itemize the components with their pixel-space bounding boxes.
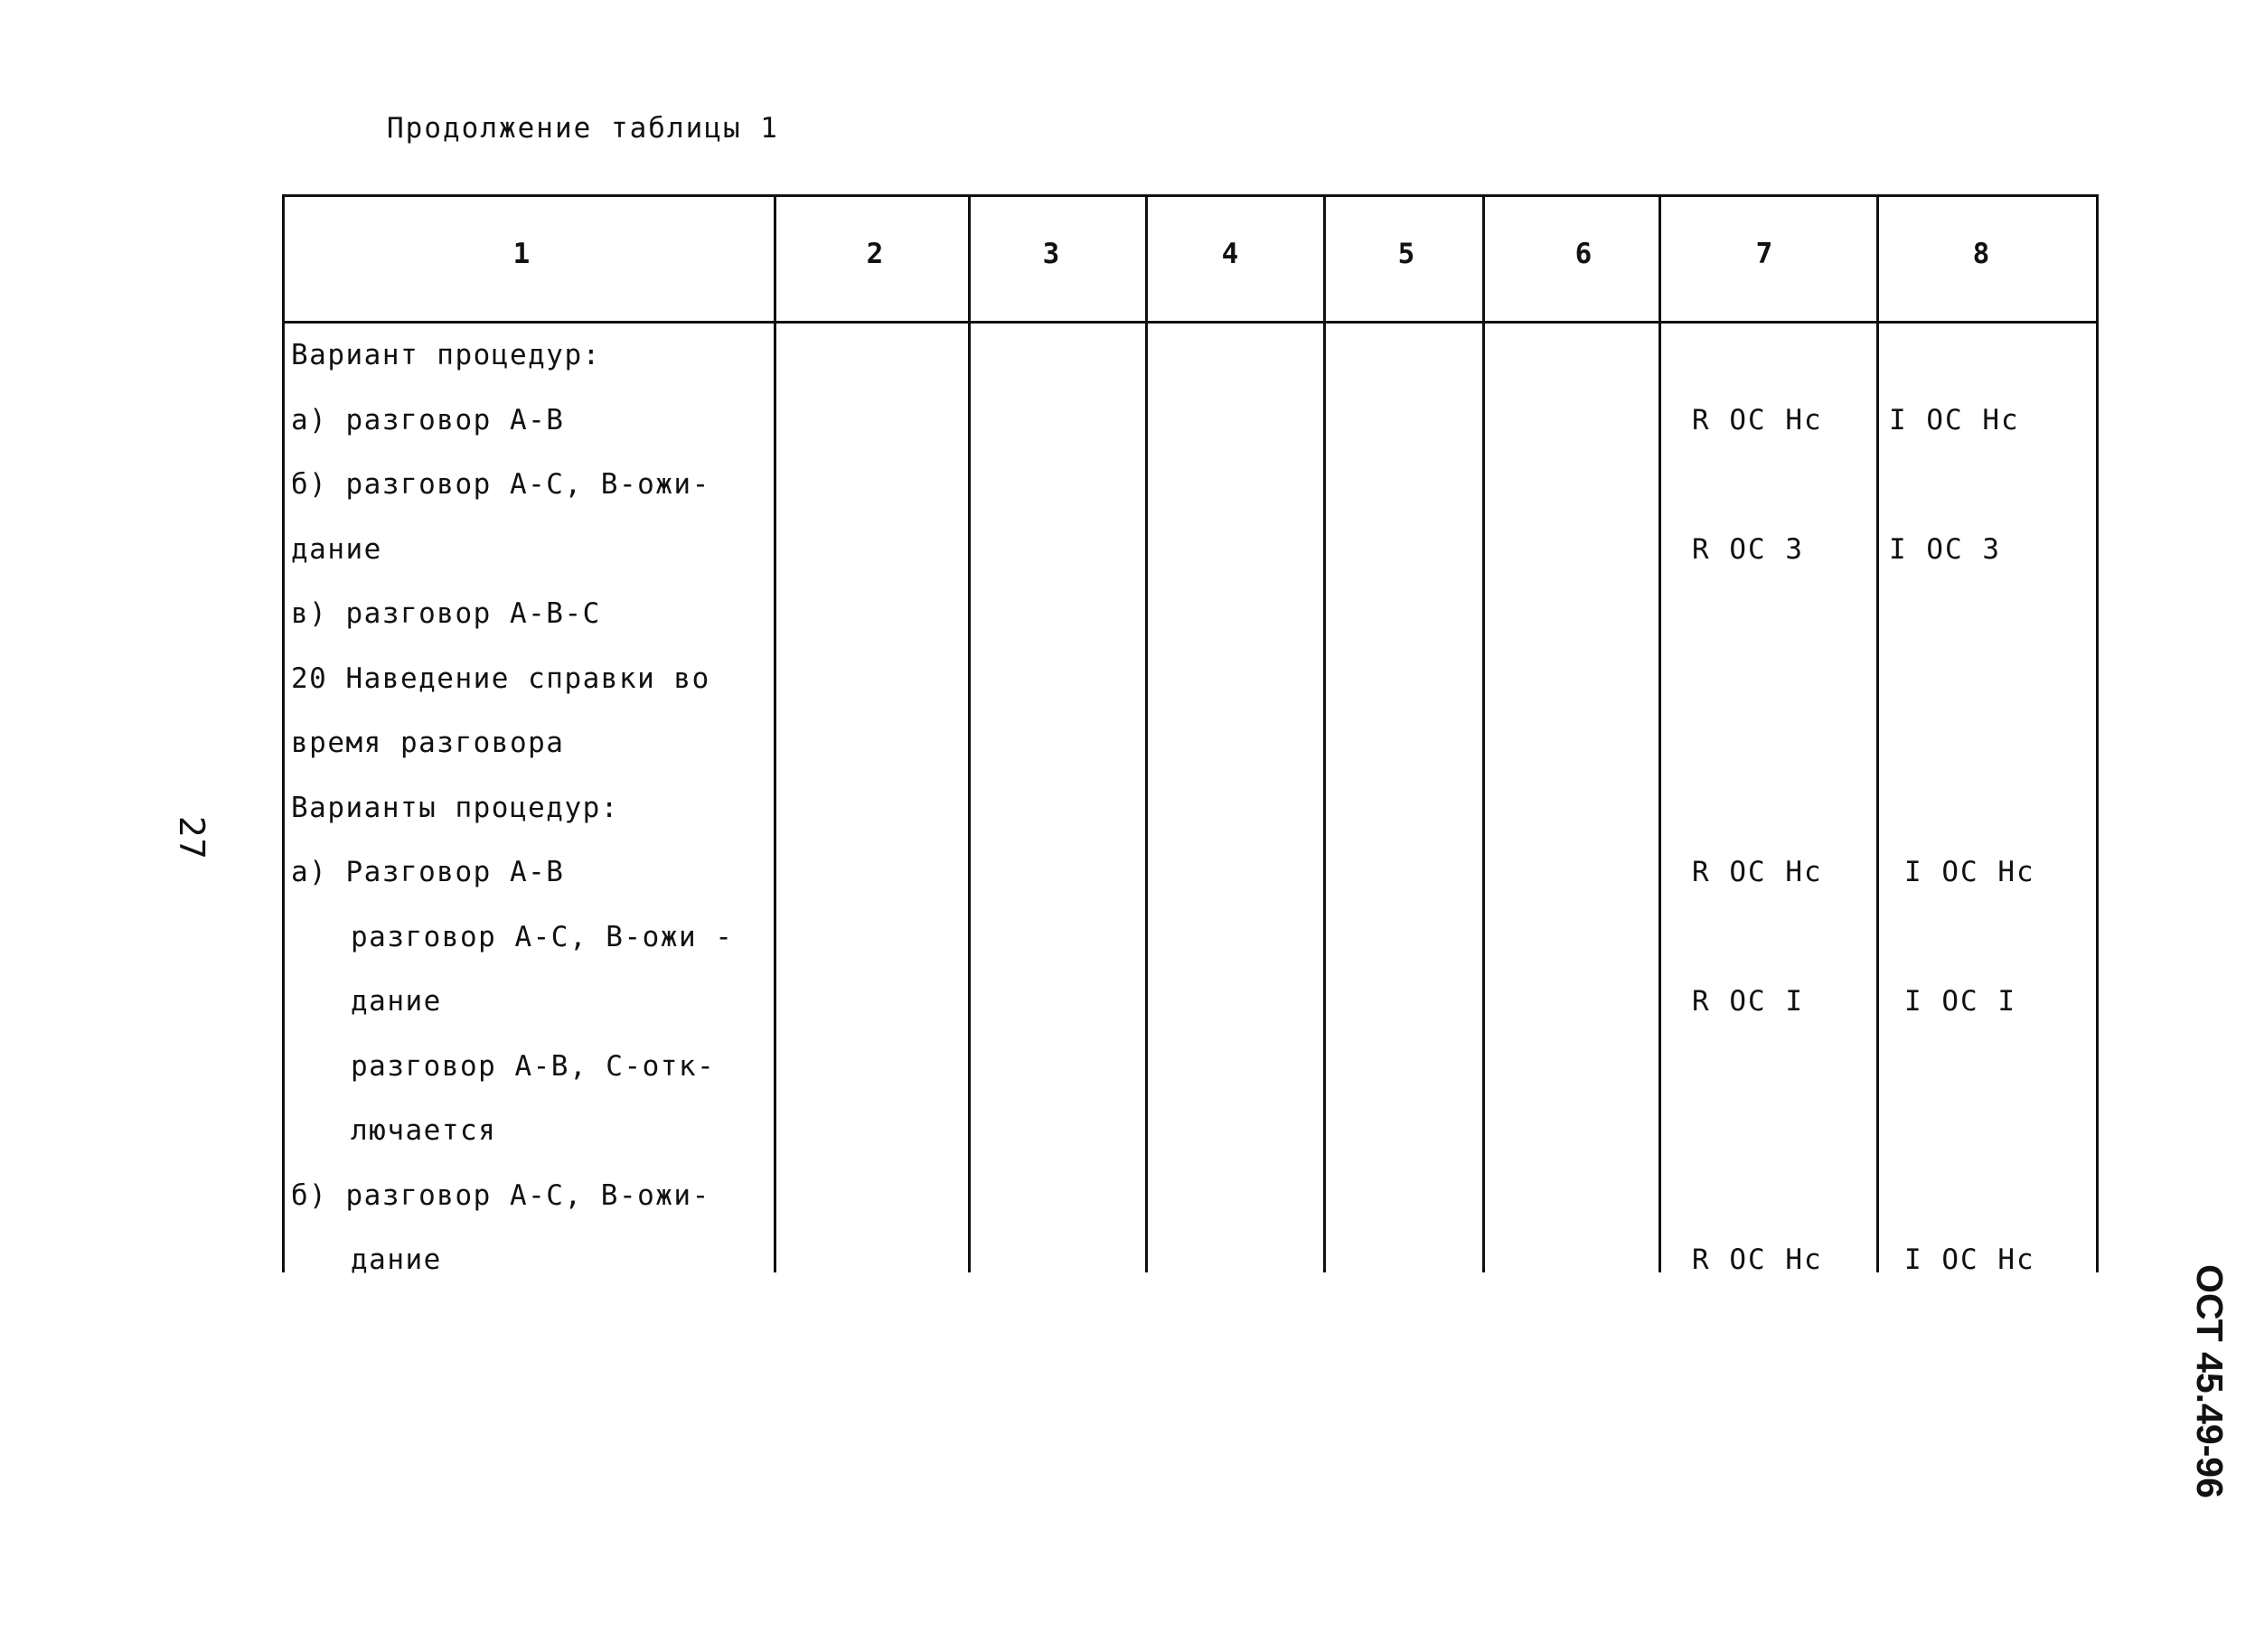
row-col8-value: I ОС I xyxy=(1904,985,2016,1018)
row-description: разговор А-В, С-отк- xyxy=(351,1049,716,1083)
row-description: дание xyxy=(291,532,382,566)
header-cell-1: 1 xyxy=(512,238,531,270)
table-row xyxy=(282,1050,2098,1114)
row-description: а) Разговор А-В xyxy=(291,856,565,888)
header-cell-8: 8 xyxy=(1972,238,1990,270)
table-row xyxy=(282,727,2098,791)
document-code: ОСТ 45.49-96 xyxy=(2188,1264,2231,1498)
row-col8-value: I ОС Нс xyxy=(1889,403,2020,436)
table-row xyxy=(282,985,2098,1049)
table-row xyxy=(282,597,2098,662)
header-cell-4: 4 xyxy=(1221,238,1239,270)
table-row xyxy=(282,1114,2098,1178)
table-caption: Продолжение таблицы 1 xyxy=(387,112,779,145)
table-row xyxy=(282,1244,2098,1308)
row-description: Варианты процедур: xyxy=(291,791,619,824)
header-cell-7: 7 xyxy=(1755,238,1773,270)
header-cell-5: 5 xyxy=(1397,238,1415,270)
table-row xyxy=(282,468,2098,532)
row-col7-value: R ОС I xyxy=(1692,985,1804,1018)
row-col7-value: R ОС Нс xyxy=(1692,1244,1823,1276)
row-description: в) разговор А-В-С xyxy=(291,597,601,630)
row-col8-value: I ОС Нс xyxy=(1904,856,2035,888)
data-table xyxy=(282,194,2098,1276)
row-description: б) разговор А-С, В-ожи- xyxy=(291,1178,710,1212)
row-description: разговор А-С, В-ожи - xyxy=(351,920,734,953)
row-description: Вариант процедур: xyxy=(291,339,601,371)
row-description: а) разговор А-В xyxy=(291,403,565,436)
table-row xyxy=(282,339,2098,403)
row-description: дание xyxy=(351,1244,442,1276)
table-row xyxy=(282,856,2098,920)
table-row xyxy=(282,921,2098,985)
row-description: лючается xyxy=(351,1114,497,1147)
table-row xyxy=(282,1179,2098,1244)
row-description: время разговора xyxy=(291,727,565,759)
row-col8-value: I ОС З xyxy=(1889,532,2001,566)
row-col7-value: R ОС З xyxy=(1692,532,1804,566)
table-row xyxy=(282,404,2098,468)
row-col7-value: R ОС Нс xyxy=(1692,403,1823,436)
row-col7-value: R ОС Нс xyxy=(1692,856,1823,888)
table-row xyxy=(282,662,2098,727)
row-description: дание xyxy=(351,985,442,1018)
row-description: 20 Наведение справки во xyxy=(291,662,710,695)
row-col8-value: I ОС Нс xyxy=(1904,1244,2035,1276)
header-cell-3: 3 xyxy=(1042,238,1060,270)
row-description: б) разговор А-С, В-ожи- xyxy=(291,468,710,501)
page-number: 27 xyxy=(172,815,212,860)
table-row xyxy=(282,792,2098,856)
header-cell-2: 2 xyxy=(866,238,884,270)
header-cell-6: 6 xyxy=(1574,238,1593,270)
table-top-border xyxy=(282,194,2098,197)
header-bottom-border xyxy=(282,321,2098,324)
table-row xyxy=(282,533,2098,597)
